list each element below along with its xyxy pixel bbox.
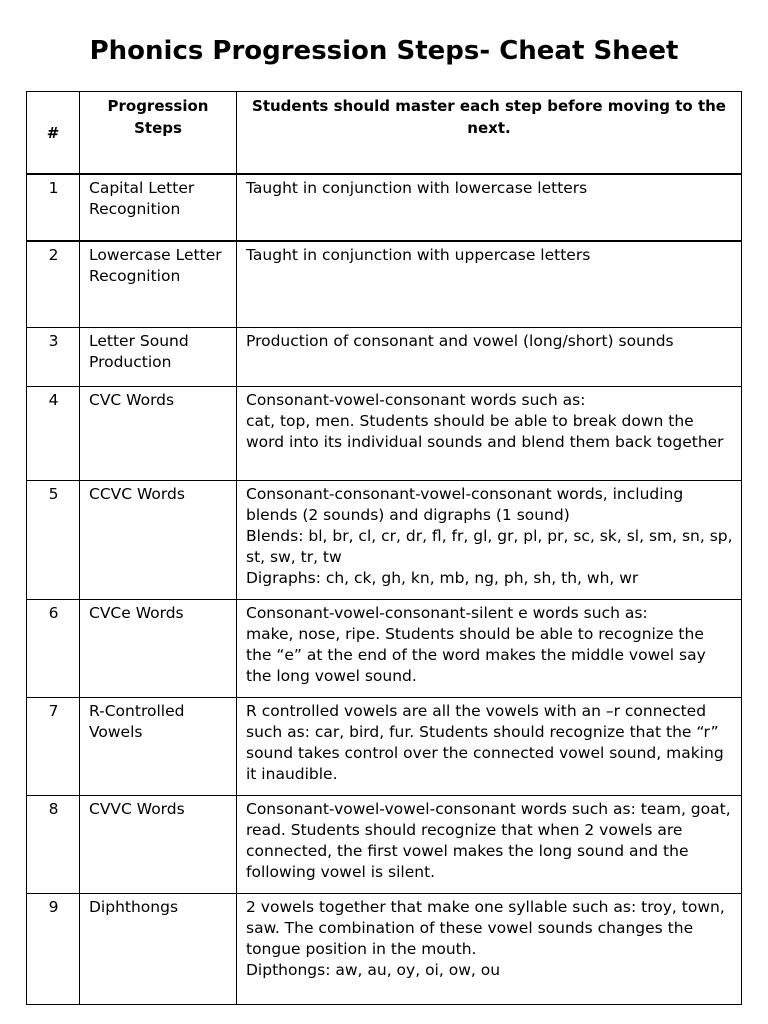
row-number: 6 [27, 600, 80, 698]
table-row [27, 387, 742, 481]
page-title: Phonics Progression Steps- Cheat Sheet [89, 36, 679, 66]
description-line: 2 vowels together that make one syllable such as: troy, town, saw. The combination of these vowel sounds changes the tongue position in the mouth. [246, 898, 725, 958]
row-description [237, 698, 742, 796]
table-row [27, 328, 742, 387]
row-step: R-Controlled Vowels [80, 698, 237, 796]
row-number: 5 [27, 481, 80, 600]
description-line: Consonant-vowel-consonant words such as: [246, 391, 586, 409]
row-step: Letter Sound Production [80, 328, 237, 387]
row-description [237, 796, 742, 894]
row-description [237, 174, 742, 241]
description-line: cat, top, men. Students should be able to break down the word into its individual sounds and blend them back together [246, 412, 724, 451]
header-description: Students should master each step before moving to the next. [237, 92, 742, 175]
blends-line: Blends: bl, br, cl, cr, dr, fl, fr, gl, gr, pl, pr, sc, sk, sl, sm, sn, sp, st, sw, tr, tw [246, 527, 733, 566]
table-row [27, 481, 742, 600]
header-progression-steps: Progression Steps [80, 92, 237, 175]
header-number: # [27, 92, 80, 175]
row-number: 9 [27, 894, 80, 1005]
row-description [237, 328, 742, 387]
description-line: Taught in conjunction with lowercase letters [246, 179, 588, 197]
table-row [27, 174, 742, 241]
row-step: CVVC Words [80, 796, 237, 894]
diphthongs-list-line: Dipthongs: aw, au, oy, oi, ow, ou [246, 961, 501, 979]
table-row [27, 796, 742, 894]
row-step: Lowercase Letter Recognition [80, 241, 237, 328]
description-line: Consonant-consonant-vowel-consonant words, including blends (2 sounds) and digraphs (1 sound) [246, 485, 684, 524]
description-line: Production of consonant and vowel (long/short) sounds [246, 332, 674, 350]
description-line: Consonant-vowel-vowel-consonant words such as: team, goat, read. Students should recognize that when 2 vowels are connected, the first vowel makes the long sound and the following vowel is silent. [246, 800, 731, 881]
description-line: R controlled vowels are all the vowels with an –r connected such as: car, bird, fur. Students should recognize that the “r” sound takes control over the connected vowel sound, making it inaudible. [246, 702, 724, 783]
row-number: 8 [27, 796, 80, 894]
description-line: Consonant-vowel-consonant-silent e words such as: [246, 604, 648, 622]
row-description [237, 600, 742, 698]
row-description [237, 387, 742, 481]
row-number: 3 [27, 328, 80, 387]
table-row [27, 894, 742, 1005]
row-number: 2 [27, 241, 80, 328]
table-header-row [27, 92, 742, 175]
description-line: make, nose, ripe. Students should be able to recognize the the “e” at the end of the word makes the middle vowel say the long vowel sound. [246, 625, 706, 685]
row-step: CVCe Words [80, 600, 237, 698]
progression-table [26, 91, 742, 1005]
table-row [27, 241, 742, 328]
row-step: CVC Words [80, 387, 237, 481]
table-row [27, 698, 742, 796]
digraphs-line: Digraphs: ch, ck, gh, kn, mb, ng, ph, sh, th, wh, wr [246, 569, 639, 587]
row-step: CCVC Words [80, 481, 237, 600]
row-description [237, 241, 742, 328]
row-step: Capital Letter Recognition [80, 174, 237, 241]
row-step: Diphthongs [80, 894, 237, 1005]
row-number: 1 [27, 174, 80, 241]
description-line: Taught in conjunction with uppercase letters [246, 246, 591, 264]
table-row [27, 600, 742, 698]
row-description [237, 894, 742, 1005]
row-number: 7 [27, 698, 80, 796]
row-number: 4 [27, 387, 80, 481]
row-description [237, 481, 742, 600]
